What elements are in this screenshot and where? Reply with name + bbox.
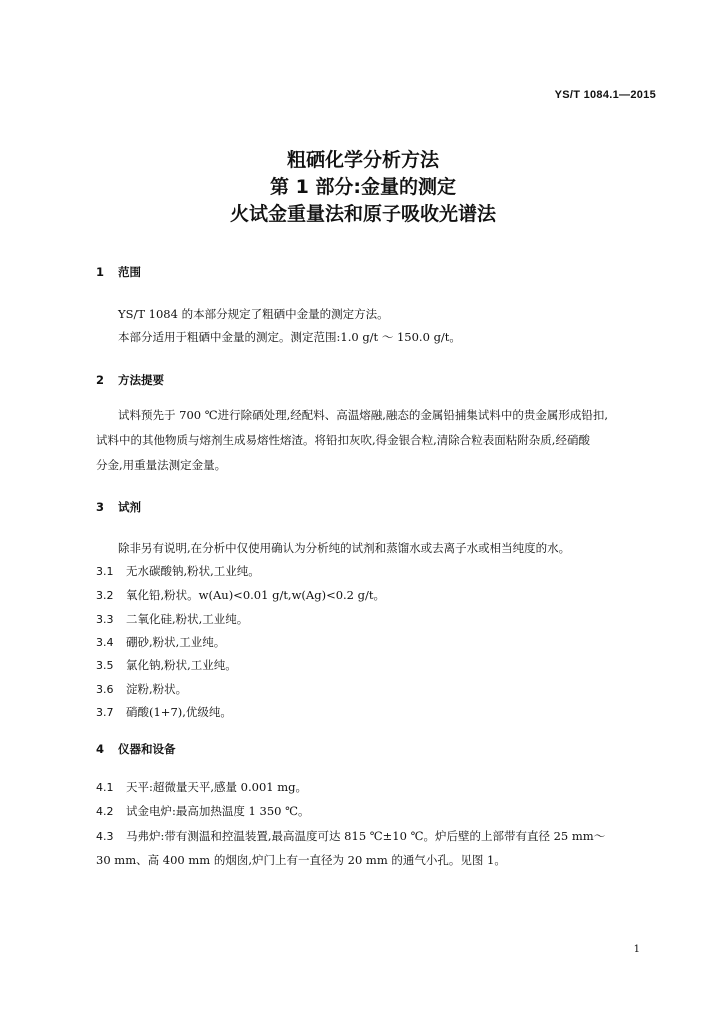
list-item: [96, 803, 309, 819]
item-text: 硝酸(1+7),优级纯。: [126, 705, 232, 719]
item-text: 二氧化硅,粉状,工业纯。: [126, 612, 249, 626]
section-number: 1: [96, 265, 105, 279]
section-1-heading: [96, 264, 141, 280]
item-number: 3.5: [96, 659, 114, 672]
section-2-heading: [96, 372, 164, 388]
section-3-intro: 除非另有说明,在分析中仅使用确认为分析纯的试剂和蒸馏水或去离子水或相当纯度的水。: [118, 541, 571, 555]
list-item: [96, 828, 605, 844]
title-line-1: 粗硒化学分析方法: [286, 149, 439, 171]
section-2-line-2: 试料中的其他物质与熔剂生成易熔性熔渣。将铅扣灰吹,得金银合粒,清除合粒表面粘附杂质,经硝酸: [96, 433, 590, 447]
item-number: 3.4: [96, 636, 114, 649]
section-1-paragraph-1: YS/T 1084 的本部分规定了粗硒中金量的测定方法。: [118, 307, 389, 321]
list-item: [96, 704, 232, 720]
list-item: [96, 563, 260, 579]
item-text: 试金电炉:最高加热温度 1 350 ℃。: [126, 804, 310, 818]
item-continuation: 30 mm、高 400 mm 的烟囱,炉门上有一直径为 20 mm 的通气小孔。见图 1。: [96, 853, 506, 867]
item-number: 4.3: [96, 830, 114, 843]
list-item: [96, 611, 248, 627]
title-line-2: 第 1 部分:金量的测定: [269, 176, 457, 198]
section-3-heading: [96, 499, 141, 515]
item-number: 4.1: [96, 781, 114, 794]
item-number: 3.2: [96, 589, 114, 602]
item-text: 天平:超微量天平,感量 0.001 mg。: [126, 780, 308, 794]
item-text: 淀粉,粉状。: [126, 682, 188, 696]
item-text: 无水碳酸钠,粉状,工业纯。: [126, 564, 260, 578]
item-text: 硼砂,粉状,工业纯。: [126, 635, 226, 649]
list-item: [96, 779, 307, 795]
list-item: [96, 681, 187, 697]
item-number: 3.6: [96, 683, 114, 696]
section-1-paragraph-2: 本部分适用于粗硒中金量的测定。测定范围:1.0 g/t ～ 150.0 g/t。: [118, 330, 461, 344]
section-number: 3: [96, 500, 105, 514]
item-text: 氧化铅,粉状。w(Au)<0.01 g/t,w(Ag)<0.2 g/t。: [126, 588, 386, 602]
item-number: 3.1: [96, 565, 114, 578]
item-text: 马弗炉:带有测温和控温装置,最高温度可达 815 ℃±10 ℃。炉后壁的上部带有直径 25 mm～: [126, 829, 606, 843]
page-number: 1: [633, 944, 640, 955]
section-title: 范围: [118, 265, 141, 279]
list-item: [96, 634, 225, 650]
section-4-heading: [96, 741, 176, 757]
item-text: 氯化钠,粉状,工业纯。: [126, 658, 237, 672]
section-title: 方法提要: [118, 373, 164, 387]
item-number: 3.7: [96, 706, 114, 719]
item-number: 3.3: [96, 613, 114, 626]
standard-code: YS/T 1084.1—2015: [554, 89, 656, 101]
section-title: 试剂: [118, 500, 141, 514]
document-title: [0, 147, 726, 228]
section-title: 仪器和设备: [118, 742, 176, 756]
section-2-line-3: 分金,用重量法测定金量。: [96, 458, 227, 472]
title-line-3: 火试金重量法和原子吸收光谱法: [229, 203, 496, 225]
list-item: [96, 657, 237, 673]
section-2-line-1: 试料预先于 700 ℃进行除硒处理,经配料、高温熔融,融态的金属铅捕集试料中的贵金属形成铅扣,: [118, 408, 609, 422]
section-number: 4: [96, 742, 105, 756]
section-number: 2: [96, 373, 105, 387]
item-number: 4.2: [96, 805, 114, 818]
list-item: [96, 587, 385, 603]
